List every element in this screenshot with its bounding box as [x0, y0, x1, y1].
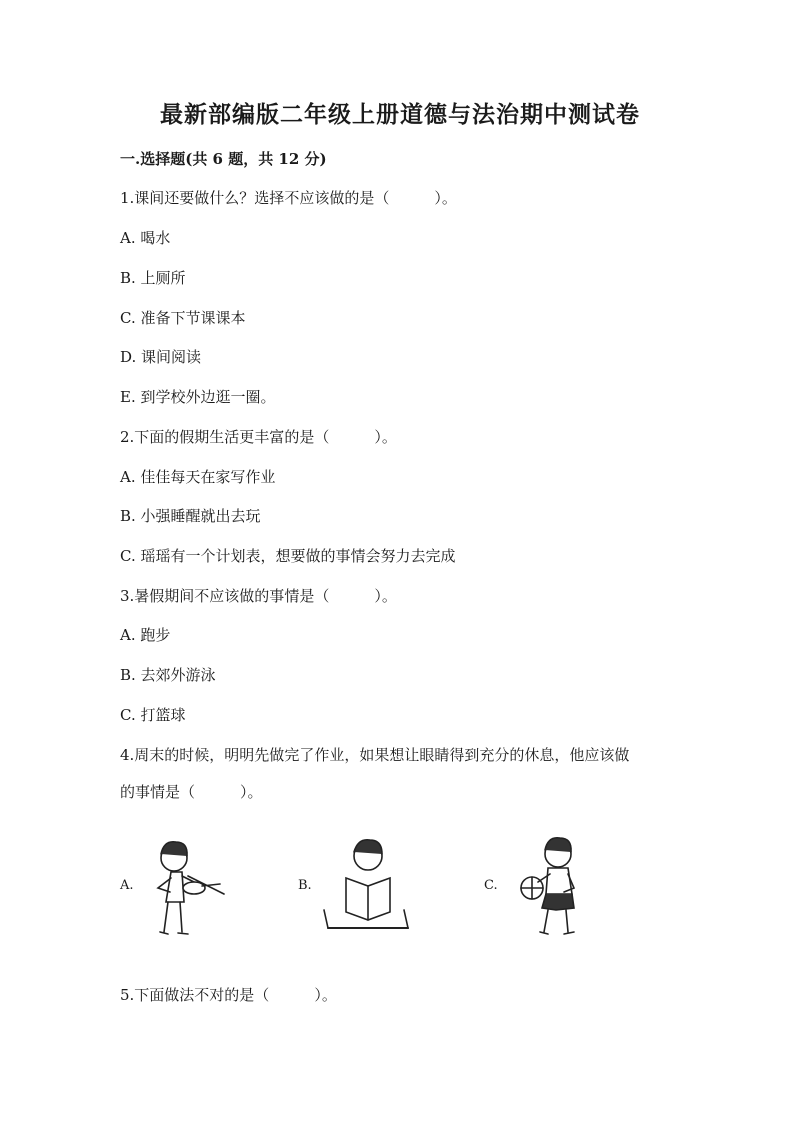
question-1-option-e: E. 到学校外边逛一圈。	[120, 388, 276, 406]
figure-c	[484, 832, 600, 944]
question-5-stem: 5.下面做法不对的是（ ）。	[120, 986, 337, 1004]
question-3-stem: 3.暑假期间不应该做的事情是（ ）。	[120, 587, 397, 605]
page-title: 最新部编版二年级上册道德与法治期中测试卷	[160, 101, 640, 128]
child-violin-illustration	[138, 832, 228, 944]
question-2-option-a: A. 佳佳每天在家写作业	[120, 468, 276, 486]
section-heading: 一.选择题(共 6 题，共 12 分)	[120, 150, 327, 168]
question-4-figures	[120, 832, 600, 944]
child-basketball-illustration	[504, 832, 600, 944]
question-3-option-b: B. 去郊外游泳	[120, 666, 216, 684]
question-1-option-a: A. 喝水	[120, 229, 171, 247]
question-2-stem: 2.下面的假期生活更丰富的是（ ）。	[120, 428, 397, 446]
question-3-option-c: C. 打篮球	[120, 706, 186, 724]
figure-a	[120, 832, 230, 944]
figure-b-label: B.	[298, 878, 312, 893]
figure-c-label: C.	[484, 878, 498, 893]
question-1-option-c: C. 准备下节课课本	[120, 309, 246, 327]
question-2-option-b: B. 小强睡醒就出去玩	[120, 507, 261, 525]
question-3-option-a: A. 跑步	[120, 626, 171, 644]
question-1-stem: 1.课间还要做什么？选择不应该做的是（ ）。	[120, 189, 457, 207]
question-2-option-c: C. 瑶瑶有一个计划表，想要做的事情会努力去完成	[120, 547, 456, 565]
child-reading-illustration	[318, 832, 418, 944]
question-1-option-b: B. 上厕所	[120, 269, 186, 287]
figure-a-label: A.	[120, 878, 134, 893]
question-1-option-d: D. 课间阅读	[120, 348, 202, 366]
figure-b	[298, 832, 418, 944]
question-4-stem-line-2: 的事情是（ ）。	[120, 783, 263, 801]
question-4-stem-line-1: 4.周末的时候，明明先做完了作业，如果想让眼睛得到充分的休息，他应该做	[120, 746, 630, 764]
